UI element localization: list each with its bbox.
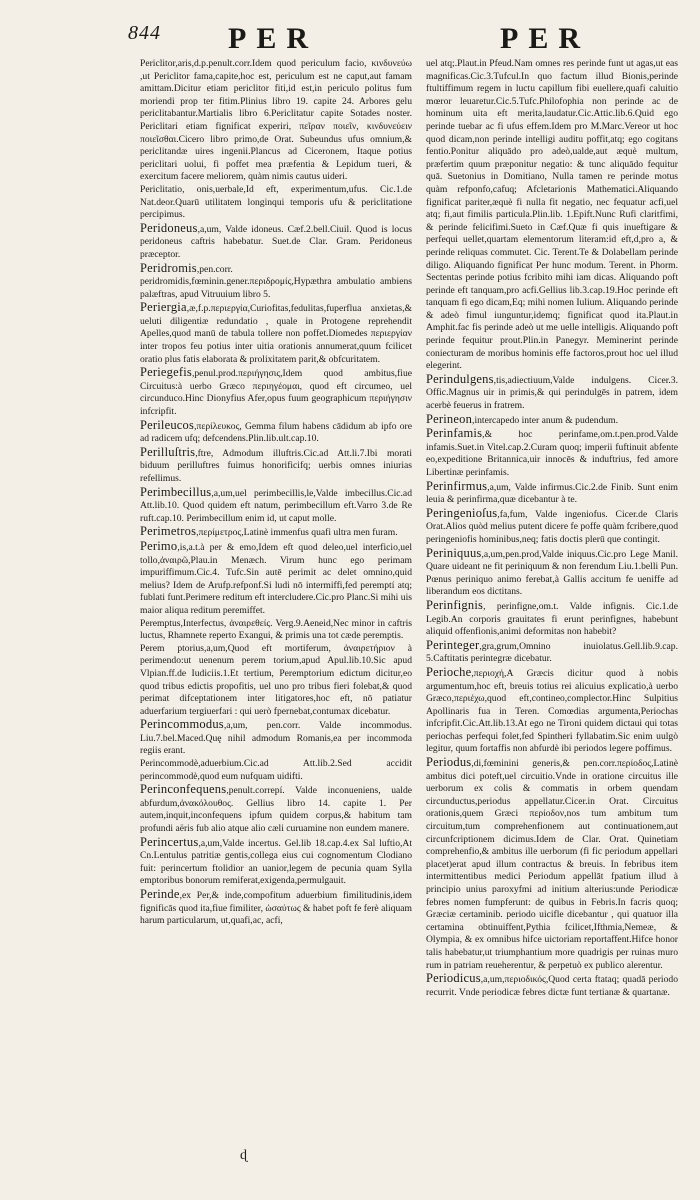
entry-text: ,ftre, Admodum illuftris.Cic.ad Att.li.7.Ibi morati biduum perilluftres fuimus honorificifq; uerbis omnes iniurias refellimus. bbox=[140, 447, 412, 484]
dictionary-entry bbox=[426, 413, 678, 428]
entry-text: ,penul.prod.περιήγησις,Idem quod ambitus,fiue Circuitus:à uerbo Græco περιηγέομαι, quod eft circumeo, uel circunduco.Hinc Dionyfius Afer,opus fuum geographicum περιήγησιν infcripfit. bbox=[140, 368, 412, 418]
entry-text: ,tis,adiectiuum,Valde indulgens. Cicer.3. Offic.Magnus uir in primis,& qui perindulgēs in patrem, idem acerbè feuerus in fratrem. bbox=[426, 374, 678, 412]
entry-headword: Peridoneus bbox=[140, 220, 198, 235]
column-gutter bbox=[420, 58, 421, 1138]
dictionary-entry bbox=[140, 366, 412, 418]
entry-text: , perinfigne,om.t. Valde infignis. Cic.1.de Legib.An corporis grauitates fi erunt perinfignes, habebunt aliquid offenfionis,animi deformitas non habebit? bbox=[426, 600, 678, 638]
footer-ornament: ɖ bbox=[240, 1148, 247, 1163]
entry-text: ,fa,fum, Valde ingeniofus. Cicer.de Claris Orat.Alios quòd melius putent dicere fe poffe quàm fcribere,quod peringeniofis hominibus,neq; fatis doctis plerū que contingit. bbox=[426, 508, 678, 545]
right-column bbox=[426, 58, 678, 1140]
dictionary-entry bbox=[140, 758, 412, 783]
dictionary-entry bbox=[140, 525, 412, 540]
dictionary-entry bbox=[426, 480, 678, 507]
entry-headword: Perinfirmus bbox=[426, 478, 488, 493]
dictionary-entry bbox=[426, 972, 678, 999]
entry-text: ,a,um, Valde idoneus. Cæf.2.bell.Ciuil. Quod is locus peridoneus caftris habebatur. Suet.de Clar. Gram. Peridoneus præceptor. bbox=[140, 223, 412, 260]
entry-headword: Perineon bbox=[426, 411, 473, 426]
entry-text: uel atq;.Plaut.in Pfeud.Nam omnes res perinde funt ut agas,ut eas magnificas.Cic.3.Tufcul.In quo factum illud Bionis,perinde ftultiffimum regem in luctu capillum fibi euellere,quafi caluitio mœror leuaretur.Cic.5.Tufc.Philofophia non perinde ac de hominum uita eft merita,laudatur.Cic.Attic.lib.6.Quid ego perinde tuebar ac fi ufus effem.Idem pro M.Marc.Vereor ut hoc quod dicam,non perinde intelligi auditu poffit,atq; ego cogitans fentio.Ponitur aliquādo pro adeò,ualde,aut æquè multum, præfertim quum præponitur negatio: & tunc aliquādo fequitur quā. Suetonius in Domitiano, Nulla tamen re perinde motus quàm refponfo,cafuq; Afcletarionis Mathematici.Aliquando fignificat pariter,æquè fi nulla fit negatio, nec fequatur acfi,uel atq; fi,aut fimilis particula.Plin.lib. 1.Epift.Nunc Rufi claritfimi, & perinde felicifimi.Sueto in Cæf.Quæ fi quis inueftigare & perfequi uellet,quartam elementorum literam:id eft,d,pro a, & perinde reliquas commutet. Cic. Terent.Te & Dolabellam perinde diligo. Aliquando fignificat Per hunc modum. Terent. in Phorm. Sectentas perinde potius fcribito mihi iam dicas. Aliquando poft perinde eft tanquam,pro acfi.Gellius lib.3.cap.19.Hoc perinde eft tanquam fi ego dicam,Eq; mihi nomen Iulium. Aliquando perinde & adeò fimul iunguntur,idemq; fignificat quod ita.Plaut.in Amphit.fac fis perinde adeò ut me uelle intelligis. Aliquando poft perinde fequitur prout.Plin.in Panegyr. Meminerint perinde coniecturam de moribus hominis effe factoros,prout hoc uel illud elegerint. bbox=[426, 58, 678, 372]
entry-headword: Perincertus bbox=[140, 834, 199, 849]
dictionary-entry bbox=[140, 718, 412, 758]
entry-text: ,a,um, pen.corr. Valde incommodus. Liu.7.bel.Maced.Quę nihil admodum Romanis,ea per incommoda regiis erant. bbox=[140, 720, 412, 757]
entry-text: Periclitor,aris,d.p.penult.corr.Idem quod periculum facio, κινδυνεύω ,ut Periclitor fama,capite,hoc est, periculum est ne caput,aut famam amittam.Dicitur etiam periclitor fiti,id est,in periculo politus fum moriendi prop ter fitim.Plinius libro 19. capite 24. Arbores gelu periclitabantur.Martialis libro 6.Periclitatur capite Sotades noster. Periclitari etiam fignificat experiri, πεῖραν ποιεῖν, κινδυνεύειν ποιεῖσθαι.Cicero libro primo,de Orat. Subeundus ufus omnium,& periclitandæ uires ingenii.Plancus ad Ciceronem, Itaque potius periclitari uolui, fi poffet mea præfentia & Lepidum tueri, & exercitum facere meliorem, quàm nimis cautus uideri. bbox=[140, 58, 412, 183]
entry-headword: Perinfamis bbox=[426, 426, 483, 441]
entry-text: ,pen.corr. peridromidis,fœminin.gener.περιδρομίς,Hypæthra ambulatio ambiens palæftras, apud Vitruuium libro 5. bbox=[140, 263, 412, 300]
dictionary-entry bbox=[140, 301, 412, 366]
dictionary-entry bbox=[426, 427, 678, 479]
dictionary-entry bbox=[140, 58, 412, 184]
entry-headword: Perinconfequens bbox=[140, 782, 227, 797]
dictionary-entry bbox=[140, 643, 412, 719]
entry-headword: Perimbecillus bbox=[140, 484, 212, 499]
entry-text: ,di,fœminini generis,& pen.corr.περίοδος,Latinè ambitus dici poteft,uel circuitio.Vnde in oratione circuitus ille uerborum ex colis & commatis in orbem quendam circunductus,periodus appellatur.Cicer.in Orat. Circuitus orationis,quem Græci περίοδον,nos tum ambitum tum circuitum,tum comprehenfionem aut continuationem,aut circunfcriptionem dicimus.Idem de Clar. Orat. Quinetiam comprehenfio,& ambitus ille uerborum (fi fic periodum appellari placet)erat apud illum contractus & breuis. In febribus item intermittentibus medici Periodum appellāt fpatium illud à principio unius paroxyfmi ad initium alterius:unde Periodicæ febres nomen fumpferunt: de quibus in Febris.In facris quoq; Græciæ certaminib. periodo uicifle dicebantur , qui quatuor illa certamina obtinuiffent,Pythia fcilicet,Ifthmia,Nemeæ, & Olympia, & ex omnibus hifce uictoriam reportaffent.Hifce honor talis habebatur,ut triumphantium more quadrigis per ruinas muro rum in patriam reueherentur, & perpetuò ex publico alerentur. bbox=[426, 758, 678, 971]
entry-text: ,περίμετρος,Latinè immenfus quafi ultra men furam. bbox=[196, 527, 398, 539]
dictionary-entry bbox=[426, 547, 678, 599]
entry-headword: Peringenioſus bbox=[426, 505, 498, 520]
entry-headword: Periergia bbox=[140, 300, 187, 315]
entry-headword: Periniquus bbox=[426, 545, 482, 560]
entry-headword: Periodus bbox=[426, 755, 472, 770]
dictionary-entry bbox=[426, 507, 678, 547]
dictionary-entry bbox=[140, 486, 412, 526]
entry-headword: Perileucos bbox=[140, 417, 195, 432]
entry-headword: Perincommodus bbox=[140, 717, 224, 732]
entry-text: ,æ,f.p.περιεργία,Curiofitas,fedulitas,fuperflua anxietas,& ueluti diligentiæ redundatio , quale in Protogene reprehendit Apelles,quod manū de tabula tollere non poffet.Diomedes περιεργίαν inter tropos feu potius inter uitia orationis annumerat,quum fcilicet oratio plus fatis elaborata & prolixitatem parit,& obfcuritatem. bbox=[140, 303, 412, 365]
dictionary-entry bbox=[140, 446, 412, 486]
running-head-left: PER bbox=[228, 22, 318, 55]
entry-headword: Perinde bbox=[140, 887, 180, 901]
entry-text: ,a,um, Valde infirmus.Cic.2.de Finib. Sunt enim leuia & perinfirma,quæ dicebantur à te. bbox=[426, 481, 678, 506]
dictionary-entry bbox=[140, 836, 412, 888]
dictionary-entry bbox=[140, 783, 412, 835]
dictionary-entry bbox=[140, 618, 412, 643]
dictionary-entry bbox=[426, 666, 678, 756]
entry-text: ,ex Per,& inde,compofitum aduerbium fimilitudinis,idem fignificās quod ita,fiue fimiliter, ὡσαύτως & habet poft fe ferè aliquam harum particularum, ut,quafi,ac, acfi, bbox=[140, 890, 412, 927]
entry-headword: Perindulgens bbox=[426, 371, 494, 386]
running-head-right: PER bbox=[500, 22, 590, 55]
dictionary-entry bbox=[140, 222, 412, 262]
dictionary-entry bbox=[426, 639, 678, 666]
entry-text: Periclitatio, onis,uerbale,Id eft, experimentum,ufus. Cic.1.de Nat.deor.Quarū utilitatem longinqui temporis ufu & periclitatione percipimus. bbox=[140, 183, 412, 221]
entry-headword: Periodicus bbox=[426, 971, 481, 986]
entry-headword: Perilluſtris bbox=[140, 444, 196, 459]
entry-headword: Periegefis bbox=[140, 365, 192, 380]
entry-headword: Perinteger bbox=[426, 637, 480, 652]
entry-text: ,περιοχή,A Græcis dicitur quod à nobis argumentum,hoc eft, breuis totius rei alicuius explicatio,à uerbo Græco,περιέχω,quod eft,contineo,complector.Hinc Sulpitius Apollinaris fua in Teren. Comœdias argumenta,Periochas infcripfit.Cic.Att.lib.13.At ego ne Tironi quidem dictaui qui totas periochas perfequi folet,fed Spintheri fyllabatim.Sic enim uulgò legitur, quum fortaffis non abfurdè ibi periodos legere poffimus. bbox=[426, 667, 678, 755]
entry-text: ,intercapedo inter anum & pudendum. bbox=[472, 414, 619, 426]
entry-text: ,gra,grum,Omnino inuiolatus.Gell.lib.9.cap. 5.Caftitatis perintegræ dicebatur. bbox=[426, 640, 678, 665]
dictionary-entry bbox=[140, 419, 412, 446]
entry-text: ,περίλευκος, Gemma filum habens cādidum ab ipfo ore ad radicem ufq; defcendens.Plin.lib.ult.cap.10. bbox=[140, 420, 412, 445]
entry-text: ,& hoc perinfame,om.t.pen.prod.Valde infamis.Suet.in Vitel.cap.2.Curam quoq; imperii fuftinuit abfente eo,expeditione Britannica,uir innocēs & induftrius, fed amore Libertinæ perinfamis. bbox=[426, 429, 678, 478]
entry-text: ,a,um,pen.prod,Valde iniquus.Cic.pro Lege Manil. Quare uideant ne fit periniquum & non ferendum Liu.1.belli Pun. Pœnus periniquo animo ferebat,à Gallis accitum fe ueniffe ad liberandum eos dictitans. bbox=[426, 548, 678, 598]
entry-text: Peremptus,Interfectus, ἀναιρεθείς. Verg.9.Aeneid,Nec minor in caftris luctus, Rhamnete reperto Exangui, & primis una tot cæde peremptis. bbox=[140, 617, 412, 642]
dictionary-entry bbox=[426, 58, 678, 373]
page-number: 844 bbox=[128, 22, 161, 44]
dictionary-entry bbox=[426, 756, 678, 972]
left-column bbox=[140, 58, 412, 1140]
dictionary-entry bbox=[140, 888, 412, 928]
dictionary-entry bbox=[140, 540, 412, 618]
entry-text: ,a,um,περιοδικός,Quod certa ftataq; quadā periodo recurrit. Vnde periodicæ febres dictæ funt tertianæ & quartanæ. bbox=[426, 974, 678, 998]
entry-text: ,penult.correpí. Valde inconueniens, ualde abfurdum,ἀνακόλουθος. Gellius libro 14. capite 1. Per autem,inquit,inconfequens ipfum quidem corpus,& habitum tam profundi aëris fub alio atque alio cæli curuamine non eundem manere. bbox=[140, 785, 412, 835]
entry-headword: Perimetros bbox=[140, 524, 197, 539]
entry-headword: Perioche bbox=[426, 664, 472, 679]
entry-text: ,a,um,Valde incertus. Gel.lib 18.cap.4.ex Sal luftio,At Cn.Lentulus patritiæ gentis,collega eius cui cognomentum Clodiano fuit: perincertum ftolidior an uanior,legem de pecunia quam Sylla emptoribus bonorum remiferat,exigenda,permulgauit. bbox=[140, 837, 412, 887]
dictionary-entry bbox=[140, 184, 412, 222]
dictionary-entry bbox=[426, 599, 678, 639]
entry-headword: Peridromis bbox=[140, 260, 197, 275]
entry-headword: Perinfignis bbox=[426, 597, 484, 612]
entry-headword: Perimo bbox=[140, 538, 178, 553]
dictionary-entry bbox=[140, 262, 412, 302]
entry-text: ,a,um,uel perimbecillis,le,Valde imbecillus.Cic.ad Att.lib.10. Quod quidem eft natum, perimbecillum eft.Varro 3.de Re ruft.cap.10. Perimbecillum enim id, ut caput molle. bbox=[140, 487, 412, 524]
entry-text: Perincommodè,aduerbium.Cic.ad Att.lib.2.Sed accidit perincommodè,quod eum nufquam uidifti. bbox=[140, 758, 412, 782]
entry-text: ,is,a.t.à per & emo,Idem eft quod deleo,uel interficio,uel tollo,ἀναιρῶ,Plau.in Menæch. Virum hunc ego perimam impuriffimum.Cic.4. Tufc.Sin autē perimit ac delet omnino,quid melius? Idem de Arufp.refponf.Si ludi nō intermiffi,fed peremptí atq; fublati funt.Perimere reditum eft intercludere.Cic.pro Planc.Si mihi uis maior aliqua reditum peremiffet. bbox=[140, 541, 412, 616]
dictionary-entry bbox=[426, 373, 678, 413]
entry-text: Perem ptorius,a,um,Quod eft mortiferum, ἀναιρετήριον à perimendo:ut uenenum perem torium,apud Apul.lib.10.Sic apud Vlpian.ff.de Iudiciis.1.Et tertium, Peremptorium edictum dicitur,eo quod tribus edictis propofitis, uel uno pro tribus fieri folebat,& quod perimat difceptationem inter litigatores,hoc eft, nō patiatur aduerfarium tergiuerfari : qui uerò fpernebat,contumax dicebatur. bbox=[140, 642, 412, 717]
